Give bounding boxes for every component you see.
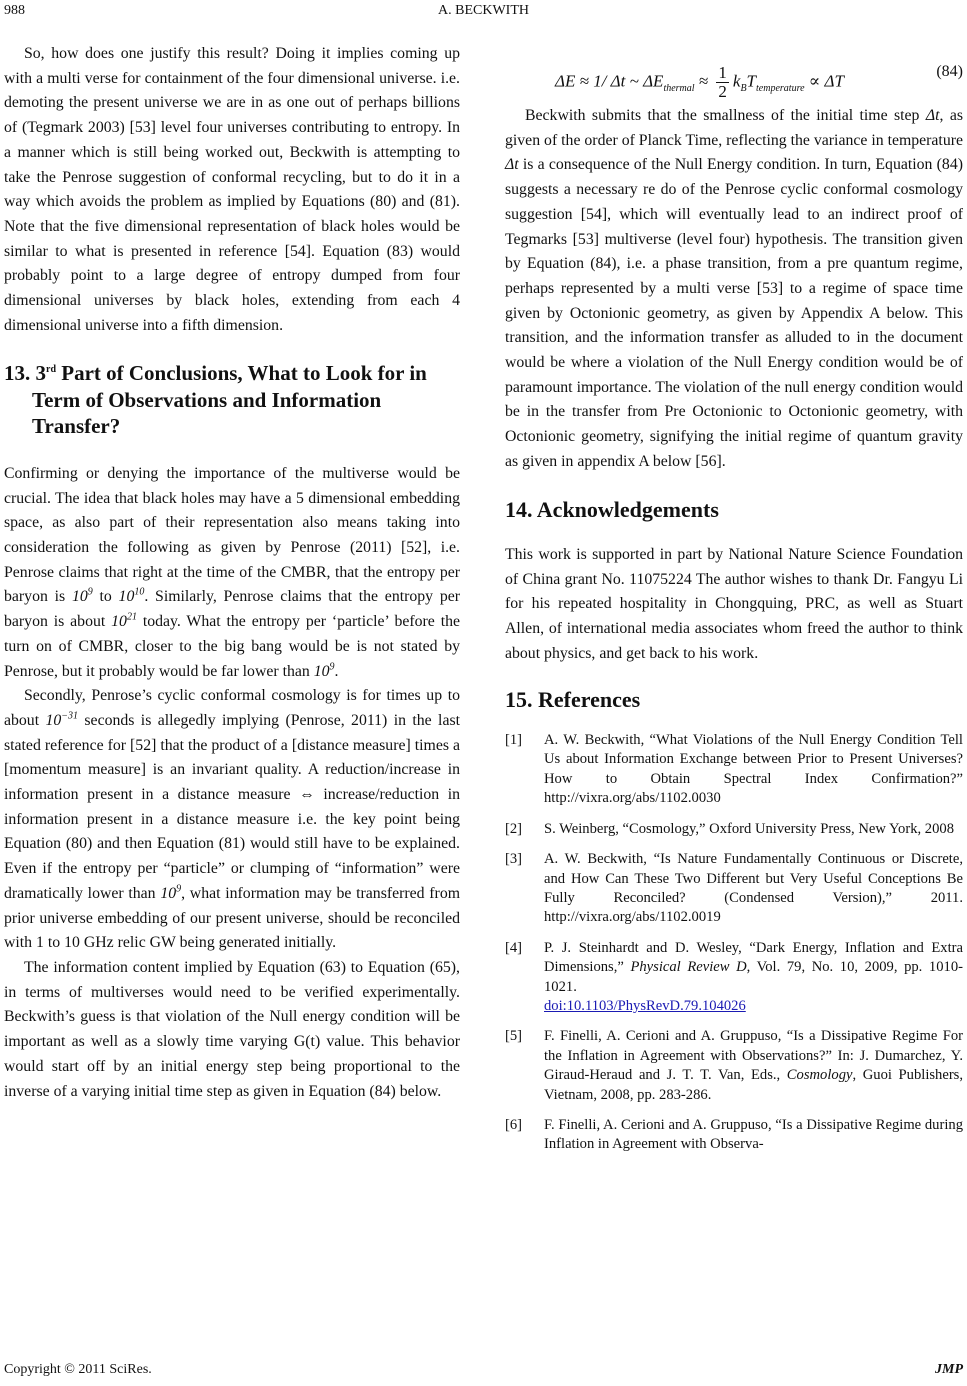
paragraph-multiverse: So, how does one justify this result? Doing it implies coming up with a multi verse for containment of the four dimensional universe. i.e. demoting the present universe we are in as one out of perhaps billions of (Tegmark 2003) [53] level four universes contributing to entropy. In a manner which is still being worked out, Beckwith is attempting to take the Penrose suggestion of conformal recycling, but to do it in a way which avoids the problem as implied by Equations (80) and (81). Note that the five dimensional representation of black holes would be similar to what is presented in reference [54]. Equation (83) would probably point to a large degree of entropy dumped from four dimensional universes by black holes, extending from each 4 dimensional universe into a fifth dimension. bbox=[4, 45, 460, 334]
page-header bbox=[0, 3, 967, 23]
reference-item: [4] P. J. Steinhardt and D. Wesley, “Dark Energy, Inflation and Extra Dimensions,” Physical Review D, Vol. 79, No. 10, 2009, pp. 1010-1021. doi:10.1103/PhysRevD.79.104026 bbox=[505, 939, 963, 1014]
right-column bbox=[505, 42, 963, 1166]
math-10e9: $10^9$ bbox=[71, 587, 93, 606]
equation-84-body: ΔE ≈ 1/ Δt ~ $\Delta E_{thermal}$ ≈ $\frac{1}{2}$ $k_BT_{temperature} \propto \Delta T$ bbox=[555, 63, 844, 101]
paragraph-secondly: Secondly, Penrose’s cyclic conformal cosmology is for times up to about $10^{-31}$ seconds is allegedly implying (Penrose, 2011) in the last stated reference for [52] that the product of a [distance measure] times a [momentum measure] is an invariant quality. A reduction/increase in information present in a distance measure ⇔ increase/reduction in information present in a distance measure i.e. the key point being Equation (80) and then Equation (81) would still have to be explained. Even if the entropy per “particle” or clumping of “information” were dramatically lower than $10^9$, what information may be transferred from prior universe embedding of our present universe, should be reconciled with 1 to 10 GHz relic GW being generated initially. bbox=[4, 687, 460, 952]
equation-84 bbox=[505, 42, 963, 104]
acknowledgements-text: This work is supported in part by National Nature Science Foundation of China grant No. 11075224 The author wishes to thank Dr. Fangyu Li for his repeated hospitality in Chongquing, PRC, as well as Stuart Allen, of international media associates whom freed the author to think about physics, and get back to his work. bbox=[505, 546, 963, 662]
reference-item: [1] A. W. Beckwith, “What Violations of the Null Energy Condition Tell Us about Information Exchange between Prior to Present Universes? How to Obtain Spectral Index Confirmation?” http://vixra.org/abs/1102.0030 bbox=[505, 732, 963, 807]
page-number: 988 bbox=[4, 3, 25, 18]
math-delta-t: Δt bbox=[505, 156, 519, 174]
reference-item: [3] A. W. Beckwith, “Is Nature Fundamentally Continuous or Discrete, and How Can These Two Different but Very Useful Conceptions Be Fully Reconciled? (Condensed Version),” 2011. http://vixra.org/abs/1102.0019 bbox=[505, 851, 963, 926]
paragraph-beckwith-submits: Beckwith submits that the smallness of the initial time step Δt, as given of the order of Planck Time, reflecting the variance in temperature Δt is a consequence of the Null Energy condition. In turn, Equation (84) suggests a necessary re do of the Penrose cyclic conformal cosmology suggestion [54], which will eventually lead to an indirect proof of Tegmarks [53] multiverse (level four) hypothesis. The transition given by Equation (84), i.e. a phase transition, from a pre quantum regime, perhaps represented by a multi verse [53] to a regime of space time given by Octonionic geometry, as given by Appendix A below. This transition, and the information transfer as alluded to in the document would be where a violation of the Null Energy condition would be of paramount importance. The violation of the null energy condition would be in the transfer from Pre Octonionic to Octonionic geometry, with Octonionic geometry, signifying the initial regime of quantum gravity as given in appendix A below [56]. bbox=[505, 107, 963, 470]
copyright-notice: Copyright © 2011 SciRes. bbox=[4, 1362, 152, 1377]
math-10e9: $10^9$ bbox=[160, 883, 182, 902]
paragraph-information-content: The information content implied by Equation (63) to Equation (65), in terms of multiverses would need to be verified experimentally. Beckwith’s guess is that violation of the Null energy condition will be important as well as a slowly time varying G(t) value. This behavior would start off by an initial energy step being proportional to the inverse of a varying initial time step as given in Equation (84) below. bbox=[4, 959, 460, 1100]
paragraph-confirming: Confirming or denying the importance of the multiverse would be crucial. The idea that black holes may have a 5 dimensional embedding space, as also part of their representation also means taking into consideration the following as given by Penrose (2011) [52], i.e. Penrose claims that right at the time of the CMBR, that the entropy per baryon is $10^9$ to $10^{10}$. Similarly, Penrose claims that the entropy per baryon is about $10^{21}$ today. What the entropy per ‘particle’ before the turn on of CMBR, closer to the big bang would be is not stated by Penrose, but it probably would be far lower than $10^9$. bbox=[4, 464, 460, 680]
left-column bbox=[4, 42, 460, 1104]
math-delta-t: Δt bbox=[925, 107, 940, 124]
math-10e9: $10^9$ bbox=[313, 661, 335, 680]
equation-number: (84) bbox=[936, 63, 963, 80]
fraction-one-half: $\frac{1}{2}$ bbox=[718, 63, 727, 101]
running-head-author: A. BECKWITH bbox=[438, 3, 529, 18]
journal-abbrev: JMP bbox=[935, 1362, 963, 1377]
reference-item: [5] F. Finelli, A. Cerioni and A. Gruppuso, “Is a Dissipative Regime For the Inflation in Agreement with Observations?” In: J. Dumarchez, Y. Giraud-Heraud and J. T. T. Van, Eds., Cosmology, Guoi Publishers, Vietnam, 2008, pp. 283-286. bbox=[505, 1028, 964, 1103]
section-14-heading: 14. Acknowledgements bbox=[505, 496, 719, 522]
section-15-heading: 15. References bbox=[505, 686, 641, 712]
reference-item: [6] F. Finelli, A. Cerioni and A. Gruppuso, “Is a Dissipative Regime during Inflation in Agreement with Observa- bbox=[505, 1116, 963, 1153]
math-10e10: $10^{10}$ bbox=[118, 587, 145, 606]
doi-link[interactable]: doi:10.1103/PhysRevD.79.104026 bbox=[544, 997, 746, 1014]
iff-symbol: ⇔ bbox=[299, 786, 315, 804]
reference-list bbox=[505, 731, 963, 1155]
section-13-heading: 13. 3rd Part of Conclusions, What to Look for in Term of Observations and Information Transfer? bbox=[4, 361, 427, 439]
math-10e21: $10^{21}$ bbox=[111, 611, 137, 631]
reference-item: [2] S. Weinberg, “Cosmology,” Oxford University Press, New York, 2008 bbox=[505, 820, 954, 837]
math-10e-31: $10^{-31}$ bbox=[45, 710, 79, 729]
